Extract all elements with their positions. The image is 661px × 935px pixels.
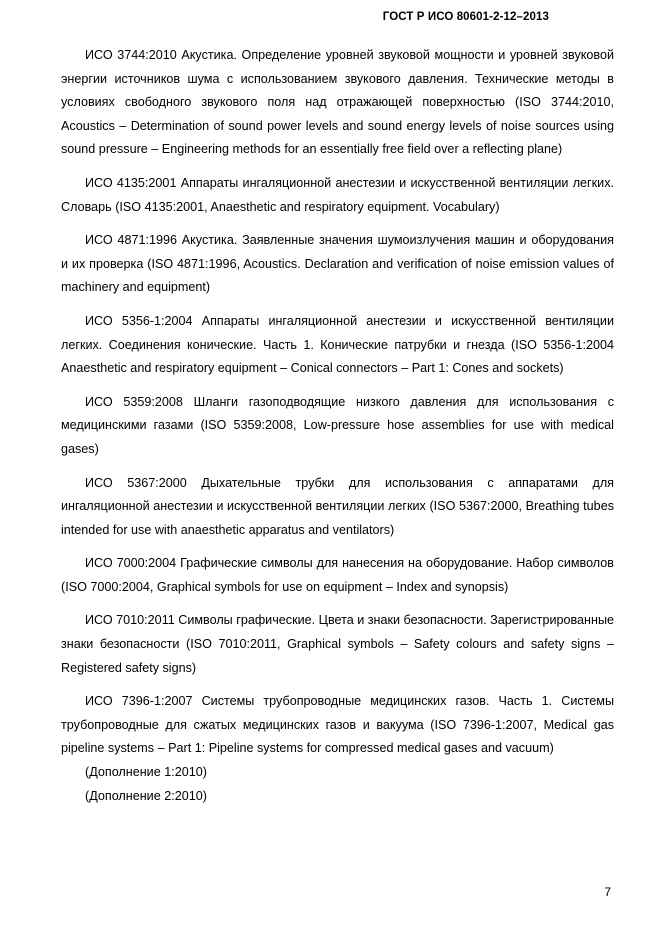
amendment-note-1: (Дополнение 1:2010) <box>85 765 207 780</box>
references-list <box>61 44 614 808</box>
reference-iso-5359: ИСО 5359:2008 Шланги газоподводящие низкого давления для использования с медицинскими газами (ISO 5359:2008, Low-pressure hose assemblies for use with medical gases) <box>61 394 614 456</box>
reference-iso-3744: ИСО 3744:2010 Акустика. Определение уровней звуковой мощности и уровней звуковой энергии источников шума с использованием звукового давления. Технические методы в условиях свободного звукового поля над отражающей поверхностью (ISO 3744:2010, Acoustics – Determination of sound power levels and sound energy levels of noise sources using sound pressure – Engineering methods for an essentially free field over a reflecting plane) <box>61 48 614 157</box>
reference-iso-5367: ИСО 5367:2000 Дыхательные трубки для использования с аппаратами для ингаляционной анестезии и искусственной вентиляции легких (ISO 5367:2000, Breathing tubes intended for use with anaesthetic apparatus and ventilators) <box>61 475 614 537</box>
reference-iso-7010: ИСО 7010:2011 Символы графические. Цвета и знаки безопасности. Зарегистрированные знаки безопасности (ISO 7010:2011, Graphical symbols – Safety colours and safety signs – Registered safety signs) <box>61 613 615 675</box>
reference-iso-7000: ИСО 7000:2004 Графические символы для нанесения на оборудование. Набор символов (ISO 7000:2004, Graphical symbols for use on equipment – Index and synopsis) <box>61 556 614 594</box>
reference-iso-4871: ИСО 4871:1996 Акустика. Заявленные значения шумоизлучения машин и оборудования и их проверка (ISO 4871:1996, Acoustics. Declaration and verification of noise emission values of machinery and equipment) <box>61 233 614 295</box>
document-header: ГОСТ Р ИСО 80601-2-12–2013 <box>382 11 549 23</box>
amendment-note-2: (Дополнение 2:2010) <box>85 788 207 803</box>
reference-iso-4135: ИСО 4135:2001 Аппараты ингаляционной анестезии и искусственной вентиляции легких. Словарь (ISO 4135:2001, Anaesthetic and respiratory equipment. Vocabulary) <box>61 175 614 214</box>
page-number: 7 <box>604 885 611 899</box>
reference-iso-7396-1: ИСО 7396-1:2007 Системы трубопроводные медицинских газов. Часть 1. Системы трубопроводные для сжатых медицинских газов и вакуума (ISO 7396-1:2007, Medical gas pipeline systems – Part 1: Pipeline systems for compressed medical gases and vacuum) <box>61 694 614 756</box>
reference-iso-5356-1: ИСО 5356-1:2004 Аппараты ингаляционной анестезии и искусственной вентиляции легких. Соединения конические. Часть 1. Конические патрубки и гнезда (ISO 5356-1:2004 Anaesthetic and respiratory equipment – Conical connectors – Part 1: Cones and sockets) <box>61 313 614 376</box>
